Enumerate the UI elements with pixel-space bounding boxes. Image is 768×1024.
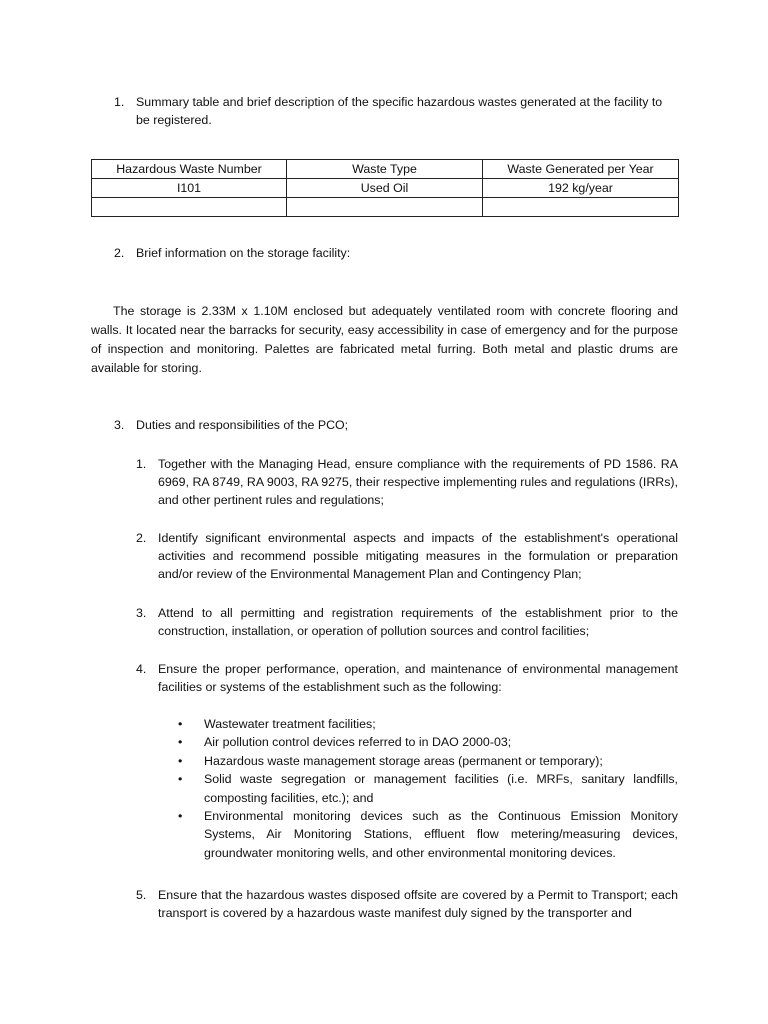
storage-paragraph: The storage is 2.33M x 1.10M enclosed but adequately ventilated room with concrete flooring and walls. It located near the barracks for security, easy accessibility in case of emergency and for the purpose of inspection and monitoring. Palettes are fabricated metal furring. Both metal and plastic drums are available for storing. [91, 304, 678, 375]
duty-text: Ensure the proper performance, operation, and maintenance of environmental management facilities or systems of the establishment such as the following: [158, 662, 678, 694]
duty-number: 5. [136, 888, 147, 902]
table-cell [483, 198, 679, 217]
table-cell: 192 kg/year [483, 179, 679, 198]
table-cell: I101 [92, 179, 287, 198]
bullet-icon: • [178, 717, 183, 731]
bullet-icon: • [178, 735, 183, 750]
list-item [178, 733, 678, 751]
duty-number: 2. [136, 531, 147, 545]
duty-text: Together with the Managing Head, ensure compliance with the requirements of PD 1586. RA 6969, RA 8749, RA 9003, RA 9275, their respective implementing rules and regulations (IRRs), and other pertinent rules and regulations; [158, 457, 679, 507]
list-item-text: Environmental monitoring devices such as the Continuous Emission Monitory Systems, Air Monitoring Stations, effluent flow metering/measuring devices, groundwater monitoring wells, and other environmental monitoring devices. [204, 809, 678, 860]
hazardous-waste-table [91, 159, 679, 217]
section-number: 2. [114, 246, 125, 260]
table-cell: Used Oil [287, 179, 483, 198]
duty-number: 4. [136, 662, 147, 676]
section-heading: Summary table and brief description of the specific hazardous wastes generated at the facility to be registered. [136, 95, 663, 127]
list-item-text: Wastewater treatment facilities; [204, 717, 376, 731]
table-cell [287, 198, 483, 217]
duty-number: 3. [136, 606, 147, 620]
section-number: 1. [114, 95, 125, 109]
list-item [178, 770, 678, 807]
list-item-text: Hazardous waste management storage areas (permanent or temporary); [204, 753, 603, 768]
section-number: 3. [114, 418, 125, 432]
table-header: Hazardous Waste Number [92, 160, 287, 179]
list-item-text: Air pollution control devices referred to in DAO 2000-03; [204, 735, 512, 750]
list-item [178, 752, 678, 770]
table-header: Waste Generated per Year [483, 160, 679, 179]
section-heading: Duties and responsibilities of the PCO; [136, 418, 349, 432]
duty-text: Ensure that the hazardous wastes disposed offsite are covered by a Permit to Transport; each transport is covered by a hazardous waste manifest duly signed by the transporter and [158, 888, 678, 920]
list-item-text: Solid waste segregation or management facilities (i.e. MRFs, sanitary landfills, composting facilities, etc.); and [204, 772, 678, 805]
bullet-icon: • [178, 753, 183, 768]
duty-text: Attend to all permitting and registration requirements of the establishment prior to the construction, installation, or operation of pollution sources and control facilities; [158, 606, 678, 638]
table-header-row [92, 160, 679, 179]
duty-number: 1. [136, 457, 147, 471]
table-header: Waste Type [287, 160, 483, 179]
list-item [178, 807, 678, 862]
section-heading: Brief information on the storage facility: [136, 246, 351, 260]
table-cell [92, 198, 287, 217]
duty-text: Identify significant environmental aspects and impacts of the establishment's operational activities and recommend possible mitigating measures in the formulation or preparation and/or review of the Environmental Management Plan and Contingency Plan; [158, 531, 678, 581]
bullet-icon: • [178, 809, 183, 824]
facility-bullet-list [178, 715, 678, 862]
list-item [178, 715, 678, 733]
table-row [92, 198, 679, 217]
bullet-icon: • [178, 772, 183, 787]
table-row [92, 179, 679, 198]
